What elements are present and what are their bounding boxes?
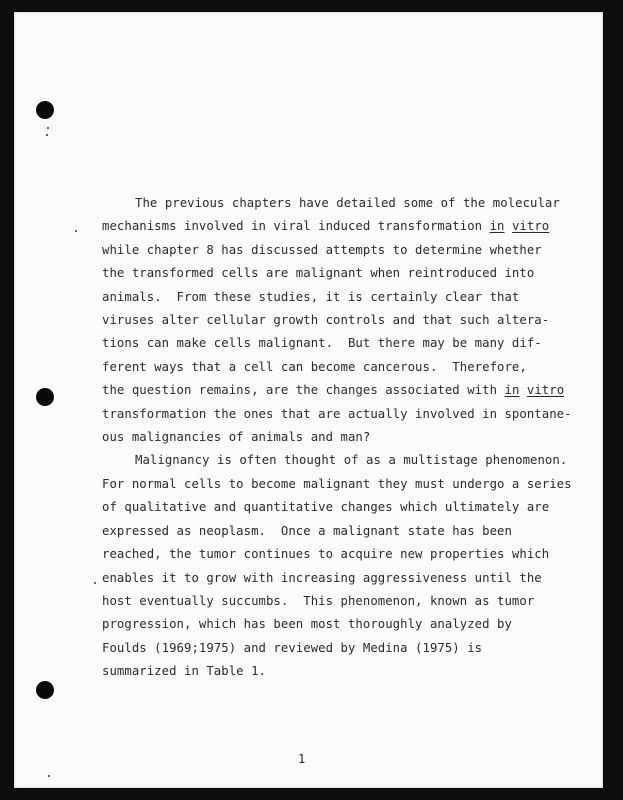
text-line [102,567,552,590]
text-segment: The previous chapters have detailed some of the molecular [135,196,560,210]
text-line [102,590,552,613]
text-line [102,286,552,309]
text-line [102,543,552,566]
paragraph [102,449,572,683]
text-line [102,613,552,636]
binder-hole [36,101,54,119]
text-segment: Foulds (1969;1975) and reviewed by Medina (1975) is [102,640,483,655]
underlined-text: in [504,383,520,398]
text-segment [505,219,512,233]
text-line [102,379,565,402]
text-segment: viruses alter cellular growth controls and that such altera- [102,313,550,328]
underlined-text: vitro [511,219,550,234]
text-segment: summarized in Table 1. [102,664,266,679]
text-segment: enables it to grow with increasing aggressiveness until the [102,570,542,585]
text-line [102,520,552,543]
text-segment [519,383,526,397]
text-line [102,403,572,426]
text-segment: animals. From these studies, it is certainly clear that [102,289,520,304]
text-line [102,496,552,519]
text-segment: Malignancy is often thought of as a multistage phenomenon. [135,453,568,468]
text-line [102,660,552,683]
text-segment: the question remains, are the changes associated with [102,383,505,398]
text-line [102,473,572,496]
page-number: 1 [298,752,306,766]
text-line [102,215,552,238]
paper-speck [75,230,77,232]
text-line [102,637,552,660]
underlined-text: in [489,219,505,234]
text-segment: while chapter 8 has discussed attempts to determine whether [102,242,542,257]
text-segment: mechanisms involved in viral induced transformation [102,219,490,234]
text-segment: ous malignancies of animals and man? [102,430,371,445]
text-segment: tions can make cells malignant. But there may be many dif- [102,336,542,351]
binder-hole [36,388,54,406]
text-line [102,449,568,472]
text-line [102,262,552,285]
text-segment: progression, which has been most thoroughly analyzed by [102,617,512,632]
text-segment: the transformed cells are malignant when reintroduced into [102,266,535,281]
text-segment: of qualitative and quantitative changes which ultimately are [102,500,550,515]
text-segment: transformation the ones that are actually involved in spontane- [102,406,572,421]
text-line [102,309,552,332]
text-segment: expressed as neoplasm. Once a malignant state has been [102,523,512,538]
text-segment: For normal cells to become malignant they must undergo a series [102,476,572,491]
text-line [102,192,560,215]
underlined-text: vitro [526,383,565,398]
paper-speck [46,134,48,136]
paragraph [102,192,572,449]
paper-speck [47,127,49,129]
document-body [102,192,572,684]
text-segment: ferent ways that a cell can become cancerous. Therefore, [102,359,527,374]
paper-speck [94,582,96,584]
text-line [102,426,552,449]
text-segment: host eventually succumbs. This phenomenon, known as tumor [102,593,535,608]
text-segment: reached, the tumor continues to acquire new properties which [102,547,550,562]
text-line [102,332,552,355]
text-line [102,356,552,379]
binder-hole [36,681,54,699]
text-line [102,239,552,262]
paper-speck [48,775,50,777]
